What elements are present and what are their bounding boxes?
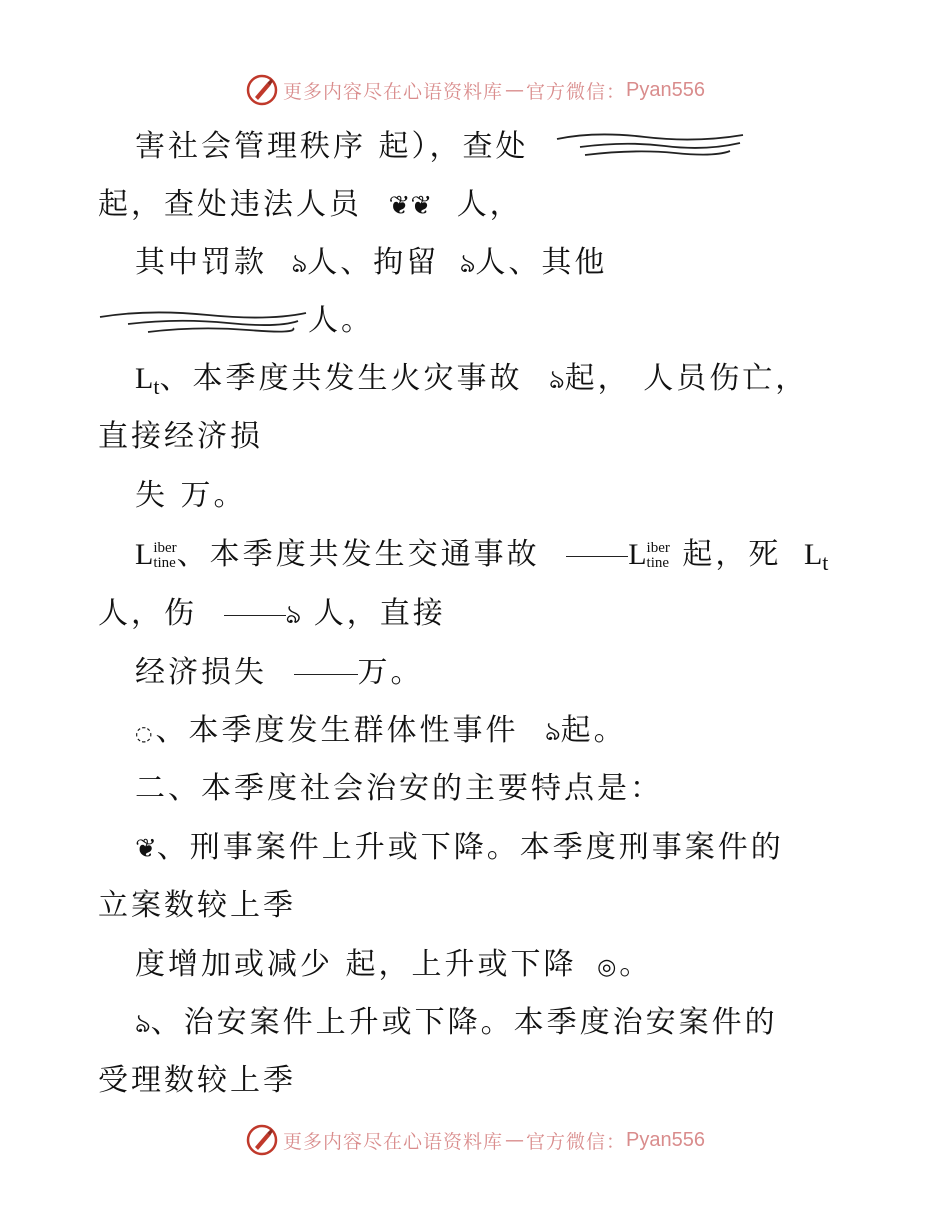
wavy-blank-icon [98,305,308,339]
text-line-13 [135,828,784,869]
line-text: 立案数较上季 [98,888,296,923]
banner-dash: — [505,79,525,101]
section-heading: 二、本季度社会治安的主要特点是： [135,771,663,806]
line-text: 起，查处违法人员 [98,187,362,222]
flourish-icon: ❦ [388,191,411,221]
line-text: 经济损失 [135,655,267,690]
line-text: 度增加或减少 起，上升或下降 [135,947,577,982]
blank-line [294,674,358,675]
line-text: 其中罚款 [135,245,267,280]
banner-wechat-label: 官方微信： [526,1130,627,1153]
line-text: 万。 [357,655,424,690]
double-circle-icon: ◎ [597,955,620,980]
text-line-10 [135,653,424,693]
text-line-4 [98,301,374,341]
flourish-icon: ❦ [410,191,433,221]
text-line-9 [98,594,446,635]
line-text: 受理数较上季 [98,1063,296,1098]
blank-line [566,556,628,557]
line-text: 、本季度共发生火灾事故 [159,361,523,396]
line-text: 直接经济损 [98,419,263,454]
swirl-icon: ঌ [549,365,565,395]
banner-wechat-id: Pyan556 [626,1128,705,1151]
text-line-7 [135,476,247,516]
swirl-icon: ঌ [135,1009,151,1039]
line-text: 起， 人员伤亡， [564,361,809,396]
line-text: L [628,538,647,571]
line-text: 、治安案件上升或下降。本季度治安案件的 [150,1005,778,1040]
line-text: 人。 [308,303,374,338]
banner-wechat-id: Pyan556 [626,78,705,101]
banner-wechat-label: 官方微信： [526,80,627,103]
line-text: t [822,550,829,575]
flourish-icon: ❦ [135,834,157,864]
line-text: 、本季度共发生交通事故 [176,537,540,572]
footer-watermark [0,1120,950,1160]
text-line-5 [135,359,808,407]
line-text: 人， [456,187,523,222]
text-line-16 [135,1003,778,1044]
line-text: 害社会管理秩序 起），查处 [135,129,529,164]
line-text: 、刑事案件上升或下降。本季度刑事案件的 [156,830,784,865]
blank-line [224,615,286,616]
line-text: t [153,374,160,399]
swirl-icon: ঌ [285,600,302,630]
swirl-icon: ঌ [459,249,476,279]
line-text: iber tine [646,540,670,571]
line-text: 、本季度发生群体性事件 [155,713,519,748]
line-text: 起，死 [669,537,782,572]
line-text: 起。 [560,713,627,748]
banner-dash: — [505,1129,525,1151]
text-line-3 [135,243,607,284]
text-line-11 [135,711,627,753]
line-text: 人，直接 [301,596,446,631]
line-text: 。 [619,947,653,982]
line-text: iber tine [153,540,177,571]
text-line-1 [135,127,745,167]
text-line-15 [135,945,652,988]
line-text: L [135,362,154,395]
line-text: L [135,538,154,571]
line-text: 人、其他 [475,245,608,280]
pen-logo-icon [245,73,279,107]
line-text: 人、拘留 [307,245,440,280]
pen-logo-icon [245,1123,279,1157]
header-watermark [0,70,950,110]
text-line-17 [98,1061,296,1101]
line-text: 人，伤 [98,596,197,631]
line-text: 失 万。 [135,478,247,513]
text-line-14 [98,886,296,926]
text-line-2 [98,185,523,226]
banner-text: 更多内容尽在心语资料库 [283,1130,504,1153]
swirl-icon: ঌ [291,249,308,279]
dotted-circle-icon: ◌ [135,721,156,745]
text-line-6 [98,417,263,457]
swirl-icon: ঌ [545,717,561,747]
line-text: L [803,538,823,571]
banner-text: 更多内容尽在心语资料库 [283,80,504,103]
wavy-blank-icon [555,131,745,165]
text-line-8 [135,535,828,583]
text-line-12 [135,769,663,809]
